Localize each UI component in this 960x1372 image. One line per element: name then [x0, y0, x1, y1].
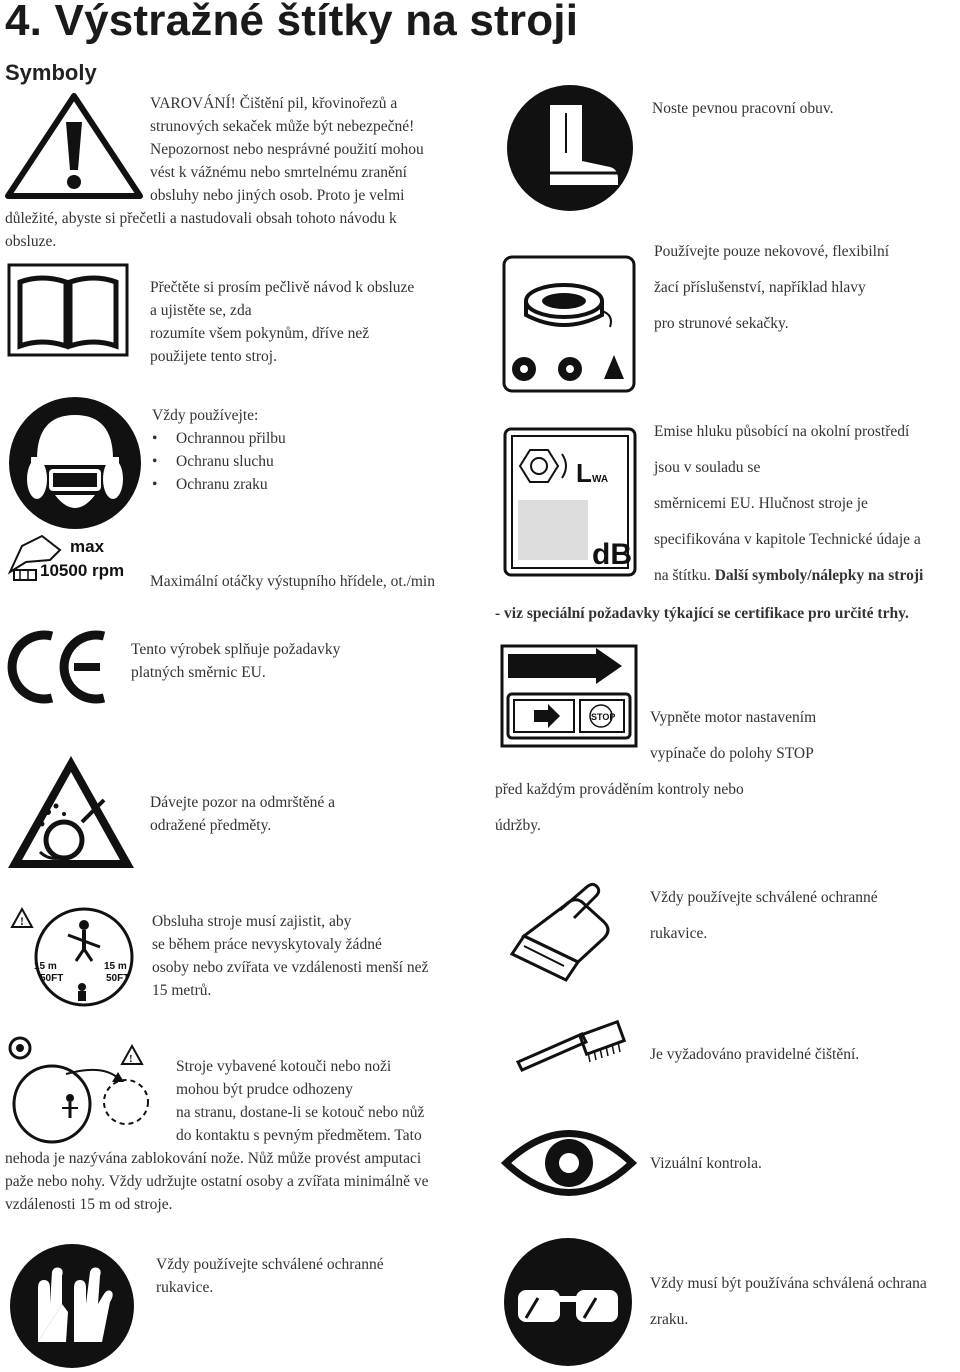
eye-protection-text: Vždy musí být používána schválená ochrana zraku. [650, 1275, 927, 1328]
cutting-attachments-text: Používejte pouze nekovové, flexibilní žací příslušenství, například hlavy pro strunové sekačky. [654, 243, 890, 332]
svg-text:50FT: 50FT [40, 973, 64, 984]
warning-text-cont: důležité, abyste si přečetli a nastudovali obsah tohoto návodu k obsluze. [5, 210, 397, 250]
ce-text: Tento výrobek splňuje požadavky platných směrnic EU. [131, 641, 341, 681]
warning-triangle-icon [4, 92, 144, 202]
rpm-icon-value-label: 10500 rpm [40, 561, 125, 580]
ppe-text: Vždy používejte: • Ochrannou přilbu • Ochranu sluchu • Ochranu zraku [152, 404, 286, 496]
svg-text:L: L [576, 458, 592, 488]
manual-text: Přečtěte si prosím pečlivě návod k obsluze a ujistěte se, zda rozumíte všem pokynům, dříve než použijete tento stroj. [150, 279, 415, 365]
svg-text:!: ! [20, 914, 24, 928]
thrown-objects-warning-icon [4, 752, 138, 872]
manual-book-icon [6, 262, 130, 358]
blade-thrust-text-cont: nehoda je nazývána zablokování nože. Nůž může provést amputaci paže nebo nohy. Vždy udržujte ostatní osoby a zvířata minimálně ve vzdálenosti 15 m od stroje. [5, 1150, 429, 1213]
svg-text:dB: dB [592, 538, 632, 571]
svg-text:WA: WA [592, 474, 609, 485]
blade-thrust-text: Stroje vybavené kotouči nebo noži mohou být prudce odhozeny na stranu, dostane-li se kotouč nebo nůž do kontaktu s pevným předmětem. Tato [176, 1058, 425, 1144]
cleaning-brush-icon [512, 1018, 632, 1074]
protective-gloves-icon [8, 1242, 136, 1370]
section-heading: Symboly [5, 60, 97, 85]
gloves-text-right: Vždy používejte schválené ochranné rukavice. [650, 889, 878, 942]
cutting-attachments-icon [502, 255, 636, 393]
svg-text:15 m: 15 m [34, 961, 57, 972]
cleaning-text: Je vyžadováno pravidelné čištění. [650, 1046, 860, 1063]
ce-mark-icon [8, 628, 112, 706]
rpm-text: Maximální otáčky výstupního hřídele, ot./min [150, 573, 435, 590]
stop-switch-text: Vypněte motor nastavením vypínače do polohy STOP [650, 709, 817, 762]
safety-distance-icon [8, 905, 146, 1007]
blade-thrust-icon [6, 1034, 154, 1146]
svg-text:STOP: STOP [591, 712, 616, 722]
gloves-text-left: Vždy používejte schválené ochranné rukavice. [156, 1256, 384, 1296]
noise-text-continuation: - viz speciální požadavky týkající se certifikace pro určité trhy. [495, 605, 909, 622]
visual-inspection-text: Vizuální kontrola. [650, 1155, 762, 1172]
svg-text:!: ! [129, 1053, 133, 1065]
boots-text: Noste pevnou pracovní obuv. [652, 100, 834, 117]
stop-switch-text-cont: před každým prováděním kontroly nebo údržby. [495, 781, 744, 834]
protective-glove-icon [504, 866, 636, 990]
helmet-ear-eye-protection-icon [7, 395, 143, 531]
eye-protection-icon [502, 1236, 634, 1368]
thrown-objects-text: Dávejte pozor na odmrštěné a odražené předměty. [150, 794, 336, 834]
svg-text:15 m: 15 m [104, 961, 127, 972]
noise-emission-icon [502, 426, 638, 578]
page-title: 4. Výstražné štítky na stroji [5, 0, 579, 45]
safety-distance-text: Obsluha stroje musí zajistit, aby se během práce nevyskytovaly žádné osoby nebo zvířata ve vzdálenosti menší než 15 metrů. [152, 913, 429, 999]
warning-text: VAROVÁNÍ! Čištění pil, křovinořezů a strunových sekaček může být nebezpečné! Nepozornost nebo nesprávné použití mohou vést k vážnému nebo smrtelnému zranění obsluhy nebo jiných osob. Proto je velmi [150, 95, 424, 204]
svg-text:50FT: 50FT [106, 973, 130, 984]
max-rpm-icon [6, 532, 136, 584]
noise-text: Emise hluku působící na okolní prostředí jsou v souladu se směrnicemi EU. Hlučnost stroje je specifikována v kapitole Technické údaje a na štítku. Další symboly/nálepky na stroji [654, 423, 924, 584]
visual-inspection-eye-icon [500, 1108, 638, 1218]
safety-boots-icon [500, 83, 640, 213]
stop-switch-icon [500, 644, 638, 748]
rpm-icon-max-label: max [70, 537, 105, 556]
